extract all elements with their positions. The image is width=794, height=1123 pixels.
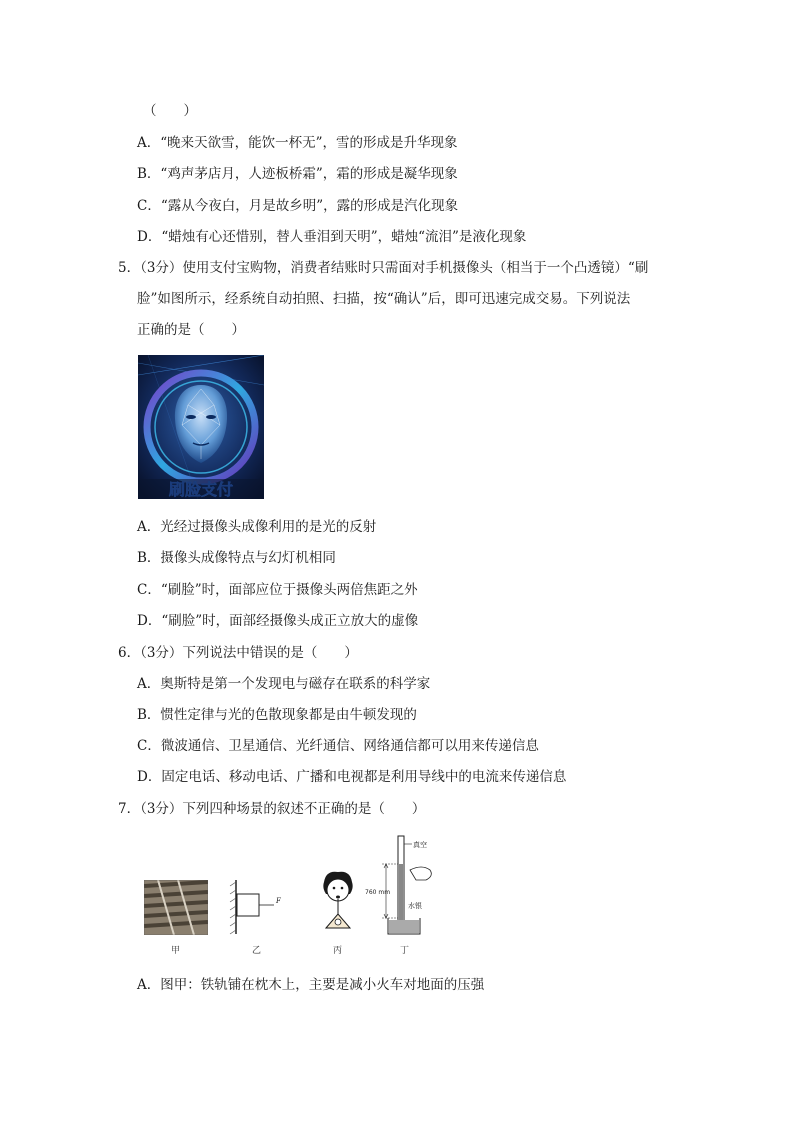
face-scan-image <box>138 355 264 499</box>
q6-option-c: C．微波通信、卫星通信、光纤通信、网络通信都可以用来传递信息 <box>137 738 539 754</box>
q7-option-a: A．图甲：铁轨铺在枕木上，主要是减小火车对地面的压强 <box>137 977 485 993</box>
q5-option-c: C．“刷脸”时，面部应位于摄像头两倍焦距之外 <box>137 582 418 598</box>
figure-label-ding: 丁 <box>400 946 410 956</box>
q5-stem-line-2: 脸”如图所示，经系统自动拍照、扫描，按“确认”后，即可迅速完成交易。下列说法 <box>137 291 631 307</box>
q5-option-b: B．摄像头成像特点与幻灯机相同 <box>137 550 336 566</box>
q4-option-c: C．“露从今夜白，月是故乡明”，露的形成是汽化现象 <box>137 198 459 214</box>
q5-stem-line-1: 5．（3分）使用支付宝购物，消费者结账时只需面对手机摄像头（相当于一个凸透镜）“刷 <box>118 260 649 276</box>
q4-bracket: （ ） <box>143 103 197 119</box>
vacuum-label: 真空 <box>413 841 427 849</box>
q5-option-d: D．“刷脸”时，面部经摄像头成正立放大的虚像 <box>137 613 419 629</box>
face-scan-caption: 刷脸支付 <box>168 480 234 499</box>
q6-option-a: A．奥斯特是第一个发现电与磁存在联系的科学家 <box>137 676 431 692</box>
q6-stem: 6．（3分）下列说法中错误的是（ ） <box>118 645 358 661</box>
q4-option-a: A．“晚来天欲雪，能饮一杯无”，雪的形成是升华现象 <box>137 135 458 151</box>
rail-sleepers-photo <box>144 880 208 935</box>
figure-label-jia: 甲 <box>171 946 181 956</box>
q5-option-a: A．光经过摄像头成像利用的是光的反射 <box>137 519 377 535</box>
q6-option-b: B．惯性定律与光的色散现象都是由牛顿发现的 <box>137 707 417 723</box>
figure-label-yi: 乙 <box>252 946 262 956</box>
mercury-label: 水银 <box>408 902 422 910</box>
q7-stem: 7．（3分）下列四种场景的叙述不正确的是（ ） <box>118 801 426 817</box>
block-on-wall-diagram <box>228 878 288 938</box>
torricelli-experiment-diagram <box>364 834 444 942</box>
person-funnel-diagram <box>316 870 360 938</box>
figure-label-bing: 丙 <box>333 946 343 956</box>
force-label: F <box>276 897 281 905</box>
q4-option-b: B．“鸡声茅店月，人迹板桥霜”，霜的形成是凝华现象 <box>137 166 458 182</box>
q5-stem-line-3: 正确的是（ ） <box>137 322 245 338</box>
q4-option-d: D．“蜡烛有心还惜别，替人垂泪到天明”，蜡烛“流泪”是液化现象 <box>137 229 527 245</box>
q6-option-d: D．固定电话、移动电话、广播和电视都是利用导线中的电流来传递信息 <box>137 769 567 785</box>
height-label: 760 mm <box>365 889 391 896</box>
